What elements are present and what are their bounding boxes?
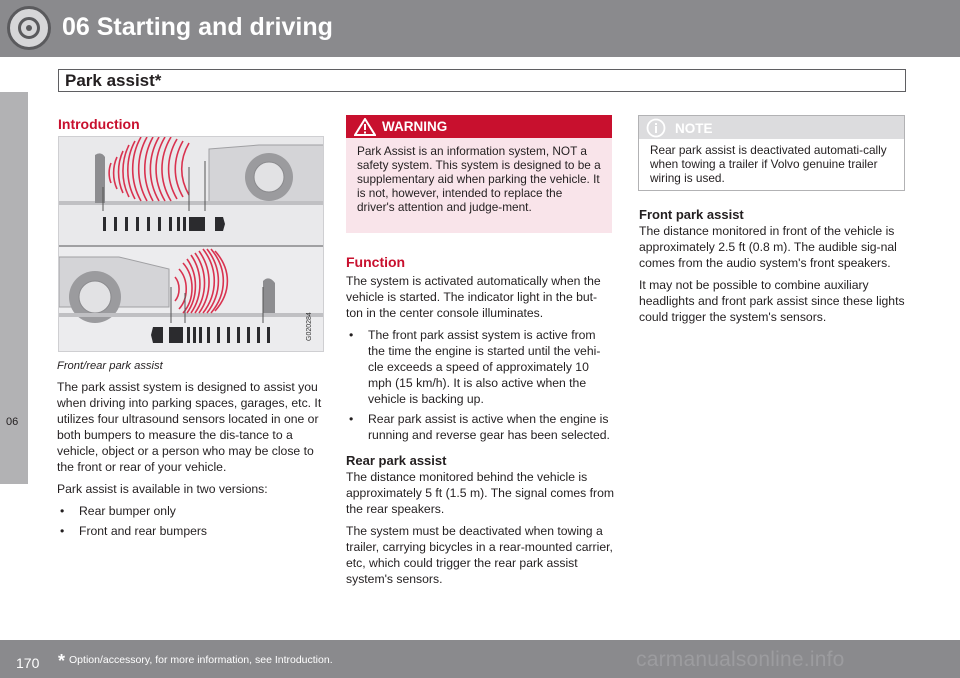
figure-code: G020284: [306, 312, 313, 341]
function-heading: Function: [346, 254, 406, 270]
page-number: 170: [16, 655, 40, 671]
rear-park-assist-heading: Rear park assist: [346, 453, 447, 468]
warning-box: [346, 115, 612, 233]
warning-header: [346, 115, 612, 138]
function-section: [346, 254, 614, 593]
note-title: NOTE: [675, 121, 713, 136]
info-circle-icon: [646, 118, 666, 138]
intro-heading-block: [58, 116, 324, 132]
rear-distance-paragraph: The distance monitored behind the vehicle is approximately 5 ft (1.5 m). The signal comes from the rear speakers.: [346, 470, 614, 516]
steering-wheel-icon: [7, 6, 51, 50]
introduction-heading: Introduction: [58, 116, 140, 132]
section-title: Park assist*: [65, 71, 162, 90]
front-distance-paragraph: The distance monitored in front of the vehicle is approximately 2.5 ft (0.8 m). The audible sig-nal comes from the audio system's front speakers.: [639, 224, 897, 270]
function-paragraph: The system is activated automatically when the vehicle is started. The indicator light in the but-ton in the center console illuminates.: [346, 274, 601, 320]
rear-deactivate-paragraph: The system must be deactivated when towing a trailer, carrying bicycles in a rear-mounted carrier, etc, which could trigger the rear park assist system's sensors.: [346, 524, 613, 586]
watermark: carmanualsonline.info: [636, 648, 845, 671]
function-list: [346, 327, 614, 443]
front-park-assist-section: [639, 207, 907, 331]
list-item: • The front park assist system is active from the time the engine is started until the vehi-cle exceeds a speed of approximately 10 mph (15 km/h). It is also active when the vehicle is backing up.: [346, 327, 614, 407]
warning-triangle-icon: [354, 118, 376, 136]
warning-title: WARNING: [382, 119, 448, 134]
list-item: • Rear bumper only: [57, 503, 325, 519]
warning-text: Park Assist is an information system, NOT a safety system. This system is designed to be a supplementary aid when parking the vehicle. It is not, however, intended to replace the driver's attention and judge-ment.: [357, 144, 601, 214]
note-box: [638, 115, 905, 191]
list-item: • Front and rear bumpers: [57, 523, 325, 539]
chapter-header: [0, 0, 960, 57]
headlights-paragraph: It may not be possible to combine auxiliary headlights and front park assist since these lights could trigger the system's sensors.: [639, 278, 905, 324]
park-assist-diagram: [59, 137, 324, 352]
versions-paragraph: Park assist is available in two versions:: [57, 482, 268, 496]
footnote: [58, 651, 333, 672]
list-item: • Rear park assist is active when the engine is running and reverse gear has been selected.: [346, 411, 614, 443]
note-header: [639, 116, 904, 139]
intro-paragraph: The park assist system is designed to assist you when driving into parking spaces, garages, etc. It utilizes four ultrasound sensors located in one or both bumpers to measure the dis-tance to a vehicle, object or a person who may be close to the front or rear of your vehicle.: [57, 380, 322, 474]
chapter-title: 06 Starting and driving: [62, 13, 333, 41]
note-text: Rear park assist is deactivated automati-cally when towing a trailer if Volvo genuine trailer wiring is used.: [650, 143, 887, 185]
front-park-assist-heading: Front park assist: [639, 207, 744, 222]
park-assist-illustration: [58, 136, 324, 352]
figure-caption: Front/rear park assist: [57, 360, 163, 372]
chapter-tab-label: 06: [6, 416, 19, 428]
intro-body: [57, 379, 325, 543]
section-bar: [58, 69, 906, 92]
versions-list: [57, 503, 325, 539]
footnote-text: Option/accessory, for more information, see Introduction.: [69, 654, 333, 666]
footnote-star: *: [58, 651, 66, 671]
